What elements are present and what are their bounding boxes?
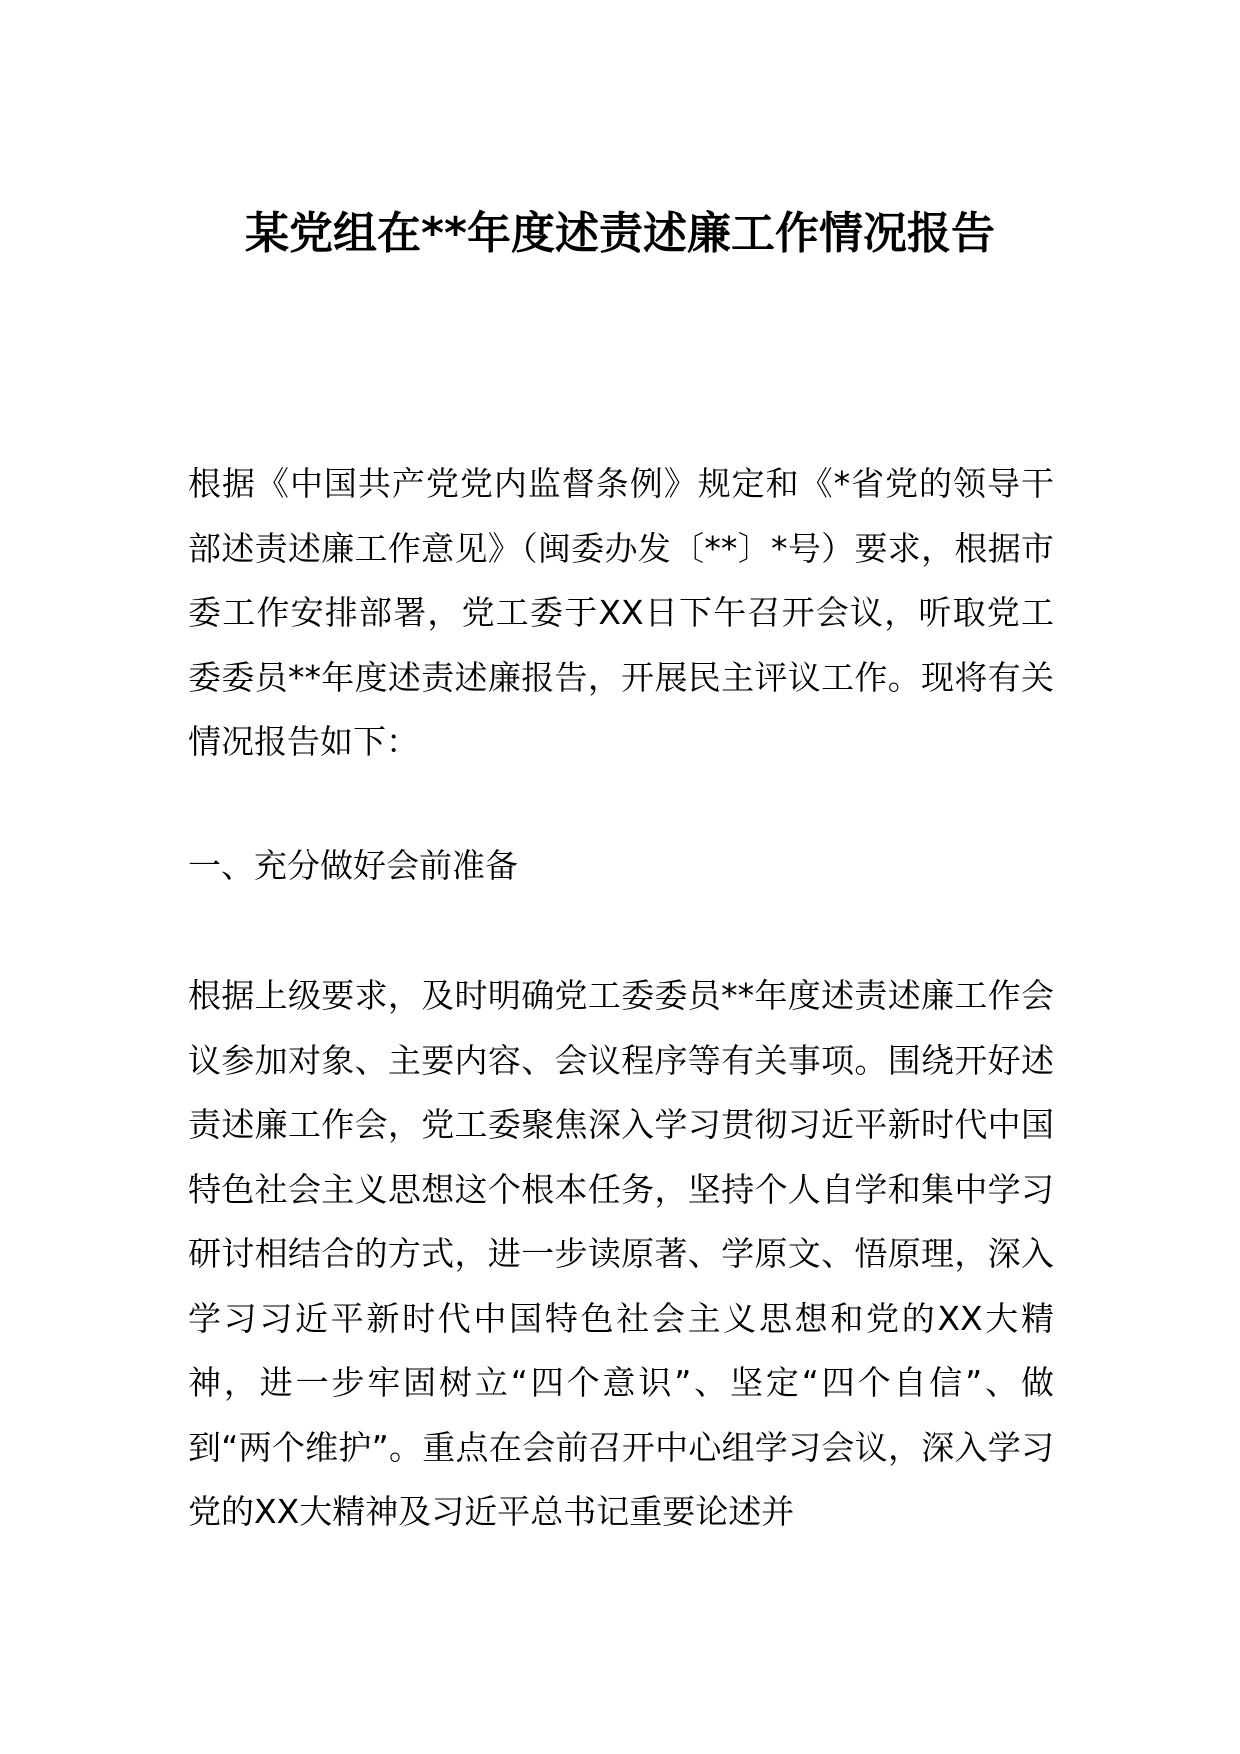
intro-paragraph: 根据《中国共产党党内监督条例》规定和《*省党的领导干部述责述廉工作意见》（闽委办发〔**〕*号）要求，根据市委工作安排部署，党工委于XX日下午召开会议，听取党工委委员**年度述责述廉报告，开展民主评议工作。现将有关情况报告如下： (188, 464, 1054, 761)
section-heading: 一、充分做好会前准备 (188, 846, 518, 885)
document-title: 某党组在**年度述责述廉工作情况报告 (244, 208, 996, 259)
section-paragraph: 根据上级要求，及时明确党工委委员**年度述责述廉工作会议参加对象、主要内容、会议程序等有关事项。围绕开好述责述廉工作会，党工委聚焦深入学习贯彻习近平新时代中国特色社会主义思想这个根本任务，坚持个人自学和集中学习研讨相结合的方式，进一步读原著、学原文、悟原理，深入学习习近平新时代中国特色社会主义思想和党的XX大精神，进一步牢固树立“四个意识”、坚定“四个自信”、做到“两个维护”。重点在会前召开中心组学习会议，深入学习党的XX大精神及习近平总书记重要论述并 (188, 976, 1054, 1531)
